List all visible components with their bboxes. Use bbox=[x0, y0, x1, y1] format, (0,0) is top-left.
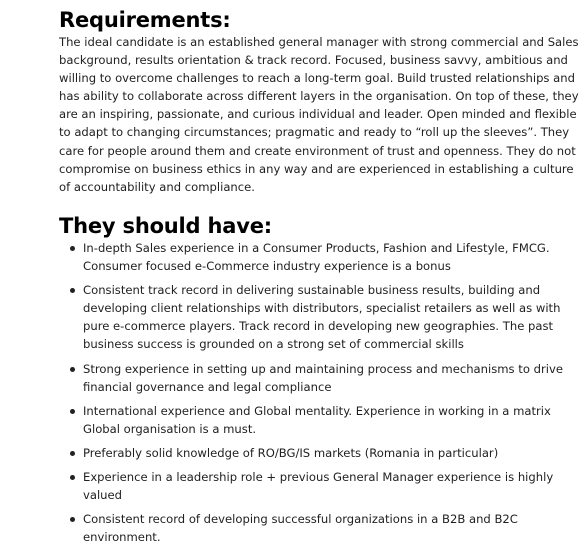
list-item-text: Consistent track record in delivering sustainable business results, building and developing client relationships with distributors, specialist retailers as well as with pure e-commerce players. Track record in developing new geographies. The past business success is grounded on a strong set of commercial skills bbox=[83, 283, 561, 352]
should-have-list bbox=[0, 239, 585, 552]
should-have-heading: They should have: bbox=[59, 214, 272, 238]
list-item-text: International experience and Global mentality. Experience in working in a matrix Global organisation is a must. bbox=[83, 403, 551, 436]
bullet-icon bbox=[70, 246, 75, 251]
list-item-text: In-depth Sales experience in a Consumer Products, Fashion and Lifestyle, FMCG. Consumer focused e-Commerce industry experience is a bonus bbox=[83, 241, 550, 274]
bullet-icon bbox=[70, 288, 75, 293]
list-item-text: Preferably solid knowledge of RO/BG/IS markets (Romania in particular) bbox=[83, 445, 499, 460]
bullet-icon bbox=[70, 409, 75, 414]
list-item bbox=[0, 402, 583, 438]
list-item-text: Experience in a leadership role + previous General Manager experience is highly valued bbox=[83, 470, 554, 503]
list-item bbox=[0, 468, 583, 504]
bullet-icon bbox=[70, 367, 75, 372]
list-item bbox=[0, 360, 583, 396]
requirements-heading: Requirements: bbox=[59, 8, 231, 32]
list-item-text: Consistent record of developing successful organizations in a B2B and B2C environment. bbox=[83, 512, 518, 545]
bullet-icon bbox=[70, 475, 75, 480]
list-item bbox=[0, 239, 583, 275]
list-item bbox=[0, 510, 583, 546]
bullet-icon bbox=[70, 451, 75, 456]
bullet-icon bbox=[70, 517, 75, 522]
list-item bbox=[0, 444, 583, 462]
list-item bbox=[0, 281, 583, 353]
list-item-text: Strong experience in setting up and maintaining process and mechanisms to drive financial governance and legal compliance bbox=[83, 361, 563, 394]
requirements-paragraph: The ideal candidate is an established general manager with strong commercial and Sales background, results orientation & track record. Focused, business savvy, ambitious and willing to overcome challenges to reach a long-term goal. Build trusted relationships and has ability to collaborate across different layers in the organisation. On top of these, they are an inspiring, passionate, and curious individual and leader. Open minded and flexible to adapt to changing circumstances; pragmatic and ready to “roll up the sleeves”. They care for people around them and create environment of trust and openness. They do not compromise on business ethics in any way and are experienced in establishing a culture of accountability and compliance. bbox=[59, 35, 579, 194]
